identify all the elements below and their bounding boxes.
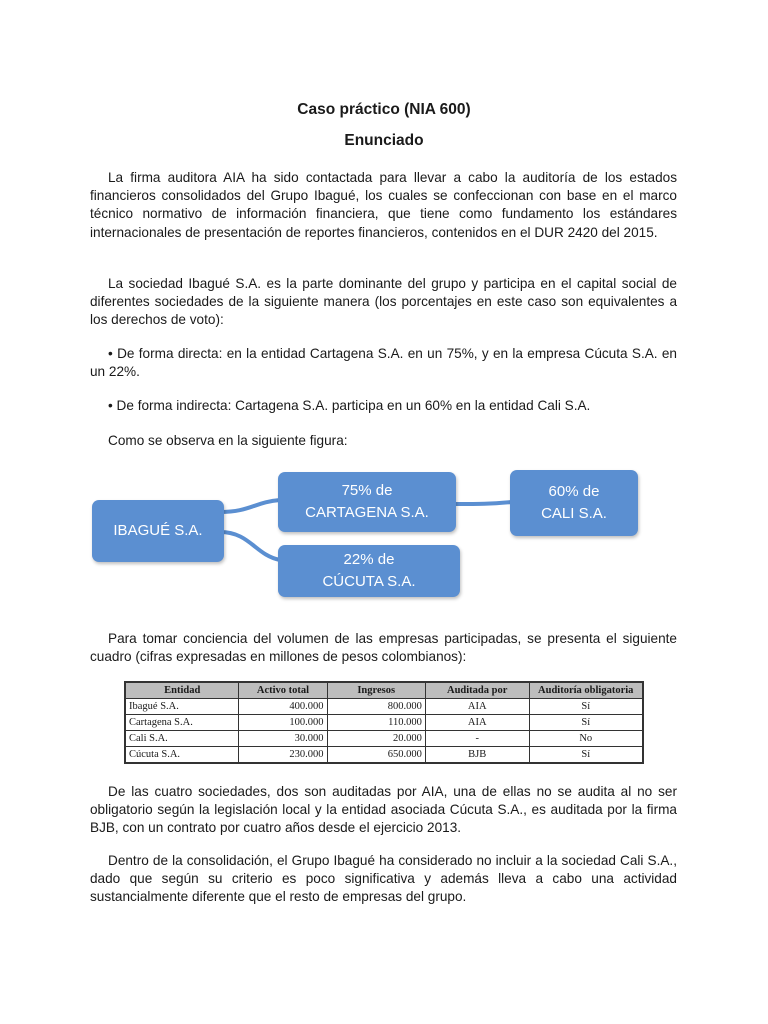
node-cucuta-name: CÚCUTA S.A. bbox=[322, 573, 416, 590]
cell-ingresos: 800.000 bbox=[327, 699, 425, 715]
paragraph-audit-details: De las cuatro sociedades, dos son auditadas por AIA, una de ellas no se audita al no ser obligatorio según la legislación local y la entidad asociada Cúcuta S.A., es auditada por la firma BJB, con un contrato por cuatro años desde el ejercicio 2013. bbox=[90, 784, 677, 836]
table-row bbox=[125, 747, 643, 764]
node-cucuta-percent: 22% de bbox=[343, 551, 395, 568]
node-cali-name: CALI S.A. bbox=[541, 505, 607, 522]
node-cucuta bbox=[278, 545, 460, 597]
cell-activo-total: 30.000 bbox=[239, 731, 327, 747]
connector-cartagena-cali bbox=[455, 502, 512, 504]
paragraph-consolidation: Dentro de la consolidación, el Grupo Ibagué ha considerado no incluir a la sociedad Cali S.A., dado que según su criterio es poco significativa y además lleva a cabo una actividad sustancialmente diferente que el resto de empresas del grupo. bbox=[90, 853, 677, 905]
cell-ingresos: 650.000 bbox=[327, 747, 425, 764]
table-row bbox=[125, 731, 643, 747]
node-cali bbox=[510, 470, 638, 536]
paragraph-indirect-participation: • De forma indirecta: Cartagena S.A. participa en un 60% en la entidad Cali S.A. bbox=[108, 398, 591, 413]
header-auditada-por: Auditada por bbox=[425, 682, 529, 699]
cell-activo-total: 100.000 bbox=[239, 715, 327, 731]
node-cali-percent: 60% de bbox=[548, 483, 600, 500]
header-auditoria-obligatoria: Auditoría obligatoria bbox=[529, 682, 643, 699]
connector-ibague-cucuta bbox=[220, 532, 280, 560]
node-cartagena bbox=[278, 472, 456, 532]
table-row bbox=[125, 715, 643, 731]
node-ibague-label: IBAGUÉ S.A. bbox=[113, 522, 203, 539]
node-cartagena-name: CARTAGENA S.A. bbox=[305, 504, 429, 521]
cell-activo-total: 400.000 bbox=[239, 699, 327, 715]
ownership-diagram bbox=[0, 460, 768, 610]
cell-auditada-por: BJB bbox=[425, 747, 529, 764]
cell-auditoria-obligatoria: No bbox=[529, 731, 643, 747]
cell-auditada-por: AIA bbox=[425, 699, 529, 715]
paragraph-table-intro: Para tomar conciencia del volumen de las empresas participadas, se presenta el siguiente cuadro (cifras expresadas en millones de pesos colombianos): bbox=[90, 631, 677, 665]
cell-auditoria-obligatoria: Sí bbox=[529, 747, 643, 764]
cell-auditoria-obligatoria: Sí bbox=[529, 699, 643, 715]
node-cartagena-percent: 75% de bbox=[341, 482, 393, 499]
cell-activo-total: 230.000 bbox=[239, 747, 327, 764]
cell-auditoria-obligatoria: Sí bbox=[529, 715, 643, 731]
node-ibague bbox=[92, 500, 224, 562]
cell-auditada-por: - bbox=[425, 731, 529, 747]
cell-auditada-por: AIA bbox=[425, 715, 529, 731]
table-row bbox=[125, 699, 643, 715]
cell-entidad: Cartagena S.A. bbox=[125, 715, 239, 731]
table-header-row bbox=[125, 682, 643, 699]
companies-table-wrapper bbox=[124, 681, 644, 764]
cell-ingresos: 110.000 bbox=[327, 715, 425, 731]
header-activo-total: Activo total bbox=[239, 682, 327, 699]
paragraph-intro: La firma auditora AIA ha sido contactada para llevar a cabo la auditoría de los estados financieros consolidados del Grupo Ibagué, los cuales se confeccionan con base en el marco técnico normativo de información financiera, que tiene como fundamento los estándares internacionales de presentación de reportes financieros, contenidos en el DUR 2420 del 2015. bbox=[90, 170, 677, 240]
document-title: Caso práctico (NIA 600) bbox=[297, 101, 471, 118]
cell-entidad: Cali S.A. bbox=[125, 731, 239, 747]
connector-ibague-cartagena bbox=[220, 500, 280, 512]
paragraph-figure-intro: Como se observa en la siguiente figura: bbox=[108, 433, 348, 448]
paragraph-direct-participation: • De forma directa: en la entidad Cartagena S.A. en un 75%, y en la empresa Cúcuta S.A. en un 22%. bbox=[90, 346, 677, 380]
header-entidad: Entidad bbox=[125, 682, 239, 699]
companies-table bbox=[124, 681, 644, 764]
header-ingresos: Ingresos bbox=[327, 682, 425, 699]
cell-entidad: Cúcuta S.A. bbox=[125, 747, 239, 764]
cell-entidad: Ibagué S.A. bbox=[125, 699, 239, 715]
paragraph-group-structure: La sociedad Ibagué S.A. es la parte dominante del grupo y participa en el capital social de diferentes sociedades de la siguiente manera (los porcentajes en este caso son equivalentes a los derechos de voto): bbox=[90, 276, 677, 328]
cell-ingresos: 20.000 bbox=[327, 731, 425, 747]
section-heading: Enunciado bbox=[344, 132, 424, 149]
